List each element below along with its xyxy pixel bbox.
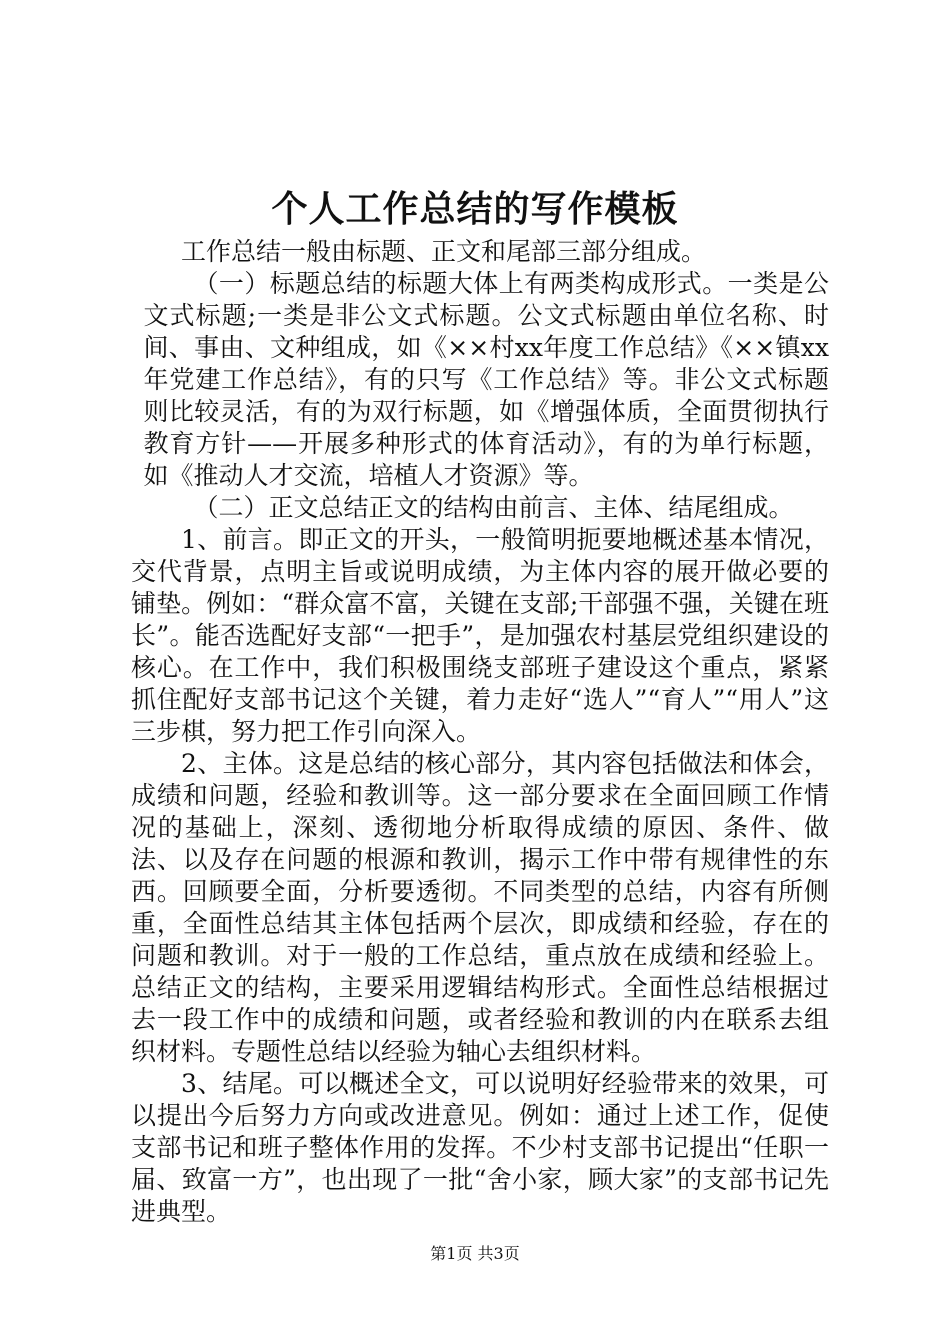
document-title: 个人工作总结的写作模板 bbox=[271, 188, 679, 230]
paragraph-preface: 1、前言。即正文的开头，一般简明扼要地概述基本情况，交代背景，点明主旨或说明成绩，为主体内容的展开做必要的铺垫。例如：“群众富不富，关键在支部;干部强不强，关键在班长”。能否选配好支部“一把手”，是加强农村基层党组织建设的核心。在工作中，我们积极围绕支部班子建设这个重点，紧紧抓住配好支部书记这个关键，着力走好“选人”“育人”“用人”这三步棋，努力把工作引向深入。 bbox=[131, 525, 829, 746]
paragraph-main: 2、主体。这是总结的核心部分，其内容包括做法和体会，成绩和问题，经验和教训等。这一部分要求在全面回顾工作情况的基础上，深刻、透彻地分析取得成绩的原因、条件、做法、以及存在问题的根源和教训，揭示工作中带有规律性的东西。回顾要全面，分析要透彻。不同类型的总结，内容有所侧重，全面性总结其主体包括两个层次，即成绩和经验，存在的问题和教训。对于一般的工作总结，重点放在成绩和经验上。总结正文的结构，主要采用逻辑结构形式。全面性总结根据过去一段工作中的成绩和问题，或者经验和教训的内在联系去组织材料。专题性总结以经验为轴心去组织材料。 bbox=[131, 749, 829, 1066]
paragraph-intro: 工作总结一般由标题、正文和尾部三部分组成。 bbox=[181, 237, 707, 266]
paragraph-ending: 3、结尾。可以概述全文，可以说明好经验带来的效果，可以提出今后努力方向或改进意见。例如：通过上述工作，促使支部书记和班子整体作用的发挥。不少村支部书记提出“任职一届、致富一方”，也出现了一批“舍小家，顾大家”的支部书记先进典型。 bbox=[131, 1069, 829, 1226]
paragraph-section-title: （一）标题总结的标题大体上有两类构成形式。一类是公文式标题;一类是非公文式标题。公文式标题由单位名称、时间、事由、文种组成，如《××村xx年度工作总结》《××镇xx年党建工作总结》，有的只写《工作总结》等。非公文式标题则比较灵活，有的为双行标题，如《增强体质，全面贯彻执行教育方针——开展多种形式的体育活动》，有的为单行标题，如《推动人才交流，培植人才资源》等。 bbox=[143, 269, 829, 490]
document-body bbox=[131, 236, 829, 1228]
paragraph-section-body: （二）正文总结正文的结构由前言、主体、结尾组成。 bbox=[193, 493, 794, 522]
page-number-footer: 第1页 共3页 bbox=[430, 1244, 520, 1263]
